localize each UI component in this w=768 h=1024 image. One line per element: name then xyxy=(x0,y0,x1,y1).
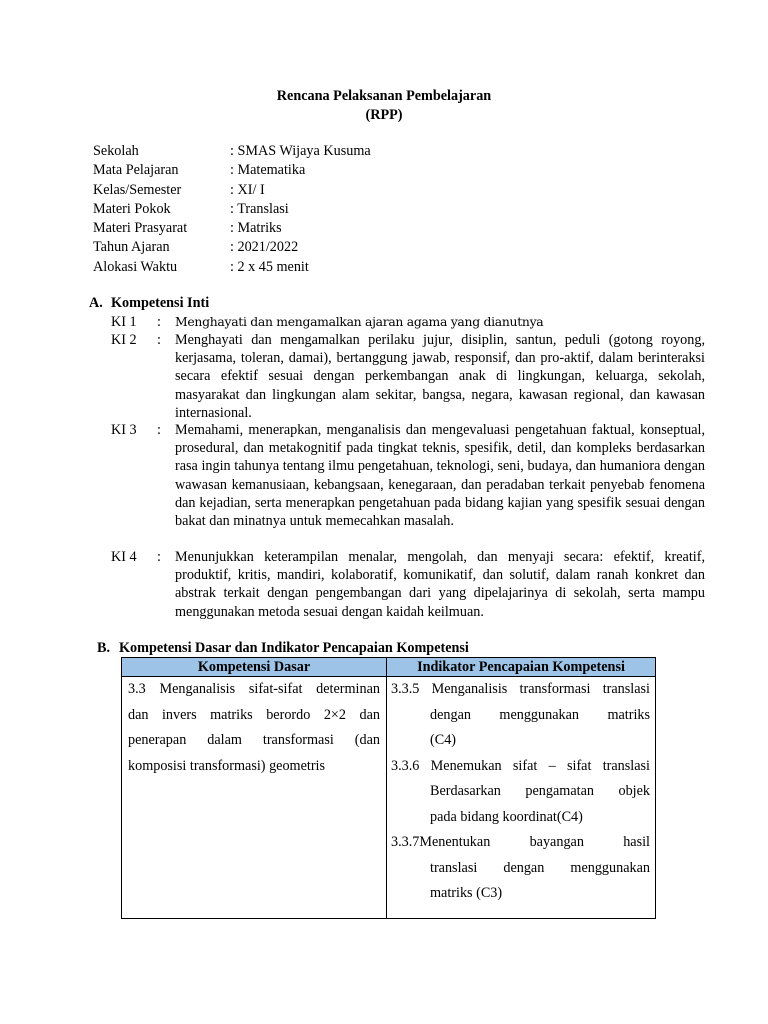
info-value: : 2 x 45 menit xyxy=(230,258,309,275)
document-subtitle: (RPP) xyxy=(365,107,403,123)
indicator-item xyxy=(391,830,650,907)
indicator-line: Berdasarkan pengamatan objek xyxy=(430,783,650,799)
info-row xyxy=(93,142,371,161)
info-value: : Matriks xyxy=(230,220,282,237)
indicator-line: pada bidang koordinat(C4) xyxy=(430,808,583,825)
header-kompetensi-dasar: Kompetensi Dasar xyxy=(197,659,311,675)
kd-line: penerapan dalam transformasi (dan xyxy=(128,732,380,748)
indicator-cell xyxy=(391,677,650,907)
info-label: Alokasi Waktu xyxy=(93,258,178,275)
ki-label: KI 2 xyxy=(111,332,137,348)
ki-colon: : xyxy=(157,332,161,348)
document-title: Rencana Pelaksanan Pembelajaran xyxy=(276,88,492,104)
table-header-row xyxy=(122,658,655,677)
section-title: Kompetensi Inti xyxy=(111,295,210,311)
indicator-line: dengan menggunakan matriks xyxy=(430,706,650,723)
info-row xyxy=(93,181,371,200)
section-a-heading xyxy=(89,294,209,313)
info-label: Materi Pokok xyxy=(93,200,171,217)
ki-label: KI 4 xyxy=(111,549,137,565)
info-value: : Translasi xyxy=(230,200,289,217)
info-label: Kelas/Semester xyxy=(93,181,182,198)
ki-item-3 xyxy=(111,421,705,530)
info-value: : Matematika xyxy=(230,162,306,179)
info-label: Sekolah xyxy=(93,143,139,159)
ki-item-2 xyxy=(111,331,705,422)
competency-table xyxy=(121,657,656,919)
ki-colon: : xyxy=(157,549,161,565)
ki-colon: : xyxy=(157,422,161,438)
section-b-heading xyxy=(97,639,469,658)
header-indikator: Indikator Pencapaian Kompetensi xyxy=(417,659,625,675)
ki-text: Menghayati dan mengamalkan ajaran agama yang dianutnya xyxy=(175,314,544,329)
indicator-item xyxy=(391,754,650,831)
info-row xyxy=(93,238,371,257)
kd-line: komposisi transformasi) geometris xyxy=(128,757,326,774)
identity-table xyxy=(93,142,371,277)
indicator-line: matriks (C3) xyxy=(430,885,503,901)
column-divider xyxy=(386,658,387,918)
info-value: : XI/ I xyxy=(230,181,265,198)
info-label: Tahun Ajaran xyxy=(93,239,170,256)
info-row xyxy=(93,200,371,219)
section-title: Kompetensi Dasar dan Indikator Pencapaian Kompetensi xyxy=(119,640,469,656)
ki-label: KI 3 xyxy=(111,422,137,438)
ki-colon: : xyxy=(157,314,161,330)
indicator-line: 3.3.7Menentukan bayangan hasil xyxy=(391,834,650,850)
info-value: : SMAS Wijaya Kusuma xyxy=(230,143,371,159)
info-row xyxy=(93,258,371,277)
indicator-line: translasi dengan menggunakan xyxy=(430,859,650,876)
indicator-item xyxy=(391,677,650,754)
indicator-line: (C4) xyxy=(430,732,457,748)
info-value: : 2021/2022 xyxy=(230,239,299,256)
ki-text: Menghayati dan mengamalkan perilaku jujur, disiplin, santun, peduli (gotong royong, kerjasama, toleran, damai), bertanggung jawab, responsif, dan pro-aktif, dalam berinteraksi secara efektif sesuai dengan perkembangan anak di lingkungan, keluarga, sekolah, masyarakat dan lingkungan alam sekitar, bangsa, negara, kawasan regional, dan kawasan internasional. xyxy=(175,332,705,421)
info-row xyxy=(93,161,371,180)
indicator-line: 3.3.6 Menemukan sifat – sifat translasi xyxy=(391,757,650,774)
kd-line: dan invers matriks berordo 2×2 dan xyxy=(128,706,380,723)
info-label: Materi Prasyarat xyxy=(93,220,188,237)
kd-cell xyxy=(128,677,380,779)
ki-item-4 xyxy=(111,548,705,621)
info-row xyxy=(93,219,371,238)
indicator-line: 3.3.5 Menganalisis transformasi translasi xyxy=(391,681,650,697)
info-label: Mata Pelajaran xyxy=(93,162,179,179)
ki-label: KI 1 xyxy=(111,314,137,330)
ki-text: Menunjukkan keterampilan menalar, mengolah, dan menyaji secara: efektif, kreatif, produktif, kritis, mandiri, kolaboratif, komunikatif, dan solutif, dalam ranah konkret dan abstrak terkait dengan pengembangan dari yang dipelajarinya di sekolah, serta mampu menggunakan metoda sesuai dengan kaidah keilmuan. xyxy=(175,549,705,620)
ki-item-1 xyxy=(111,313,705,331)
kd-line: 3.3 Menganalisis sifat-sifat determinan xyxy=(128,681,380,697)
section-letter: B. xyxy=(97,640,111,656)
ki-text: Memahami, menerapkan, menganalisis dan mengevaluasi pengetahuan faktual, konseptual, prosedural, dan metakognitif pada tingkat teknis, spesifik, detil, dan kompleks berdasarkan rasa ingin tahunya tentang ilmu pengetahuan, teknologi, seni, budaya, dan humaniora dengan wawasan kemanusiaan, kebangsaan, kenegaraan, dan peradaban terkait penyebab fenomena dan kejadian, serta menerapkan pengetahuan pada bidang kajian yang spesifik sesuai dengan bakat dan minatnya untuk memecahkan masalah. xyxy=(175,422,705,530)
section-letter: A. xyxy=(89,295,103,311)
